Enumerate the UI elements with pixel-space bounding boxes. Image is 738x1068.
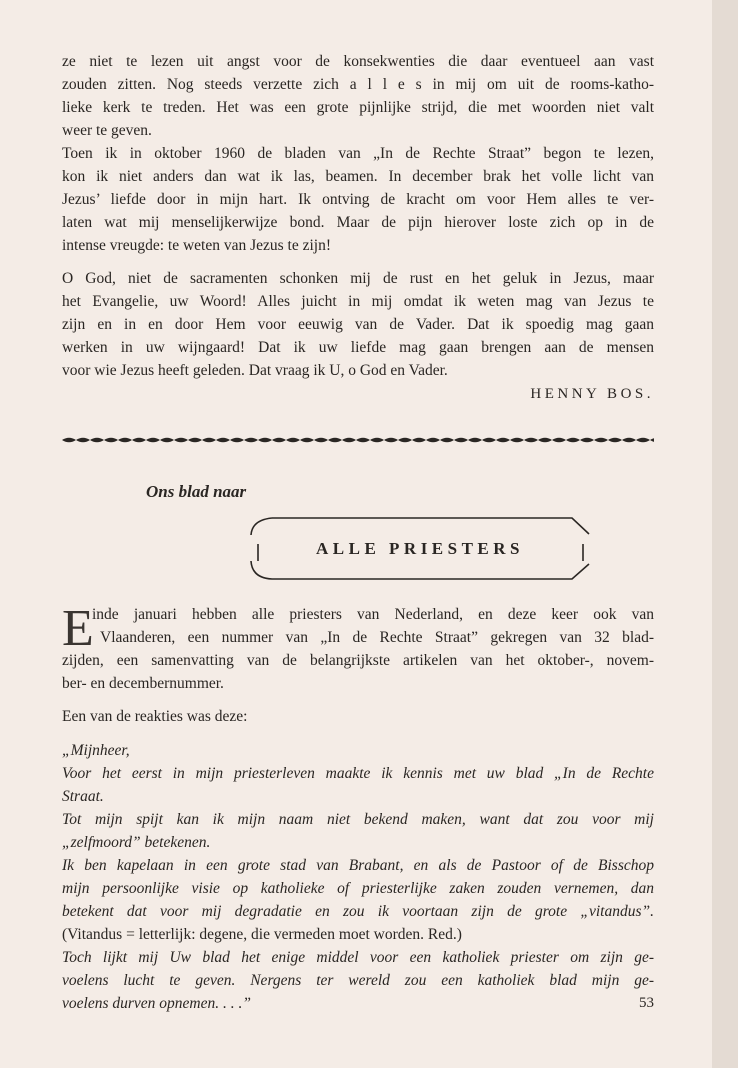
letter-line: voelens lucht te geven. Nergens ter wereld zou een katholiek blad mijn ge- bbox=[62, 972, 654, 989]
paragraph-1-line: lieke kerk te treden. Het was een grote pijnlijke strijd, die met woorden niet valt bbox=[62, 99, 654, 116]
intro-line: inde januari hebben alle priesters van Nederland, en deze keer ook van bbox=[92, 606, 654, 623]
letter-line: mijn persoonlijke visie op katholieke of priesterlijke zaken zouden vernemen, dan bbox=[62, 880, 654, 897]
paragraph-1-line: laten wat mij menselijkerwijze bond. Maar de pijn hierover loste zich op in de bbox=[62, 214, 654, 231]
section-subtitle: Ons blad naar bbox=[146, 482, 247, 501]
paragraph-1-line: zouden zitten. Nog steeds verzette zich a l l e s in mij om uit de rooms-katho- bbox=[62, 76, 654, 93]
letter-line: Voor het eerst in mijn priesterleven maakte ik kennis met uw blad „In de Rechte bbox=[62, 765, 654, 782]
letter-line: betekent dat voor mij degradatie en zou ik voortaan zijn de grote „vitandus”. bbox=[62, 903, 654, 920]
section-title: ALLE PRIESTERS bbox=[315, 539, 525, 558]
paragraph-2-line: werken in uw wijngaard! Dat ik uw liefde mag gaan brengen aan de mensen bbox=[62, 339, 654, 356]
paragraph-1-line: weer te geven. bbox=[62, 122, 152, 139]
paragraph-1-line: kon ik niet anders dan wat ik las, beamen. In december brak het volle licht van bbox=[62, 168, 654, 185]
paragraph-2-line: O God, niet de sacramenten schonken mij de rust en het geluk in Jezus, maar bbox=[62, 270, 654, 287]
letter-line: Tot mijn spijt kan ik mijn naam niet bekend maken, want dat zou voor mij bbox=[62, 811, 654, 828]
letter-line: Toch lijkt mij Uw blad het enige middel voor een katholiek priester om zijn ge- bbox=[62, 949, 654, 966]
paragraph-1-line: ze niet te lezen uit angst voor de konsekwenties die daar eventueel aan vast bbox=[62, 53, 654, 70]
page-edge bbox=[712, 0, 738, 1068]
intro-line: Vlaanderen, een nummer van „In de Rechte Straat” gekregen van 32 blad- bbox=[100, 629, 654, 646]
paragraph-2-line: het Evangelie, uw Woord! Alles juicht in mij omdat ik weten mag van Jezus te bbox=[62, 293, 654, 310]
intro-line: zijden, een samenvatting van de belangrijkste artikelen van het oktober-, novem- bbox=[62, 652, 654, 669]
drop-cap: E bbox=[62, 600, 94, 657]
paragraph-1-line: intense vreugde: te weten van Jezus te zijn! bbox=[62, 237, 331, 254]
letter-line: Straat. bbox=[62, 788, 104, 805]
letter-line: voelens durven opnemen. . . .” bbox=[62, 995, 251, 1012]
paragraph-2-line: zijn en in en door Hem voor eeuwig van de Vader. Dat ik spoedig mag gaan bbox=[62, 316, 654, 333]
ornamental-divider bbox=[62, 434, 654, 446]
paragraph-1-line: Toen ik in oktober 1960 de bladen van „In de Rechte Straat” begon te lezen, bbox=[62, 145, 654, 162]
letter-greeting: „Mijnheer, bbox=[62, 742, 130, 759]
paragraph-2-line: voor wie Jezus heeft geleden. Dat vraag ik U, o God en Vader. bbox=[62, 362, 448, 379]
reaction-intro: Een van de reakties was deze: bbox=[62, 708, 248, 725]
letter-line: Ik ben kapelaan in een grote stad van Brabant, en als de Pastoor of de Bisschop bbox=[62, 857, 654, 874]
intro-line: ber- en decembernummer. bbox=[62, 675, 224, 692]
paragraph-1-line: Jezus’ liefde door in mijn hart. Ik ontving de kracht om voor Hem alles te ver- bbox=[62, 191, 654, 208]
page-number: 53 bbox=[639, 995, 654, 1011]
author-signature: HENNY BOS. bbox=[530, 386, 654, 402]
editorial-note: (Vitandus = letterlijk: degene, die vermeden moet worden. Red.) bbox=[62, 926, 462, 943]
letter-line: „zelfmoord” betekenen. bbox=[62, 834, 211, 851]
